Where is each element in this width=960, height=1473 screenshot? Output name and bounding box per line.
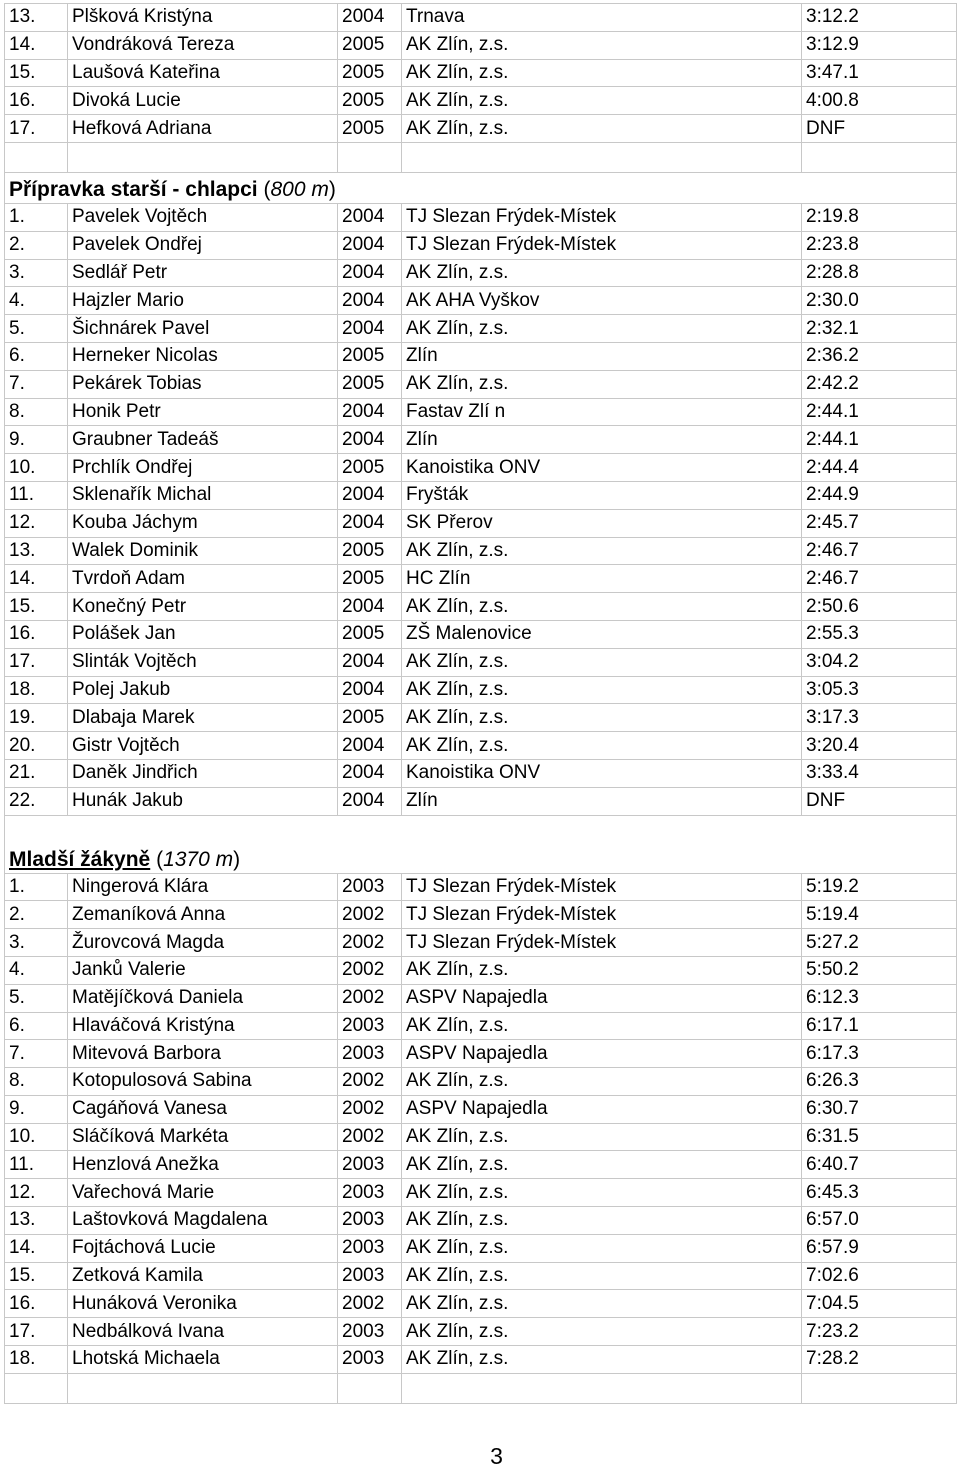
time-cell: 6:57.9 [802,1234,957,1262]
year-cell: 2005 [338,620,402,648]
result-row [5,370,957,398]
year-cell: 2003 [338,1179,402,1207]
time-cell: 2:19.8 [802,203,957,231]
club-cell: AK Zlín, z.s. [402,115,802,143]
time-cell: 2:44.1 [802,426,957,454]
result-row [5,956,957,984]
club-cell: Kanoistika ONV [402,759,802,787]
rank-cell: 14. [5,1234,68,1262]
rank-cell: 14. [5,31,68,59]
year-cell: 2004 [338,648,402,676]
club-cell: HC Zlín [402,565,802,593]
rank-cell: 22. [5,787,68,815]
empty-cell [802,142,957,172]
result-row [5,1095,957,1123]
section-heading [5,172,957,203]
name-cell: Tvrdoň Adam [68,565,338,593]
time-cell: 7:04.5 [802,1290,957,1318]
club-cell: AK Zlín, z.s. [402,704,802,732]
rank-cell: 20. [5,732,68,760]
time-cell: 5:50.2 [802,956,957,984]
rank-cell: 17. [5,115,68,143]
year-cell: 2003 [338,1207,402,1235]
result-row [5,1318,957,1346]
result-row [5,676,957,704]
year-cell: 2003 [338,1262,402,1290]
time-cell: 3:12.2 [802,4,957,32]
result-row [5,87,957,115]
name-cell: Žurovcová Magda [68,929,338,957]
club-cell: AK Zlín, z.s. [402,87,802,115]
section-distance: 800 m [270,177,329,201]
empty-cell [802,1373,957,1403]
result-row [5,203,957,231]
club-cell: AK Zlín, z.s. [402,676,802,704]
club-cell: AK Zlín, z.s. [402,956,802,984]
club-cell: ASPV Napajedla [402,1040,802,1068]
club-cell: AK Zlín, z.s. [402,259,802,287]
year-cell: 2004 [338,231,402,259]
rank-cell: 11. [5,1151,68,1179]
name-cell: Divoká Lucie [68,87,338,115]
result-row [5,342,957,370]
name-cell: Polášek Jan [68,620,338,648]
name-cell: Sklenařík Michal [68,481,338,509]
name-cell: Walek Dominik [68,537,338,565]
year-cell: 2005 [338,565,402,593]
club-cell: Fryšták [402,481,802,509]
rank-cell: 4. [5,287,68,315]
club-cell: AK Zlín, z.s. [402,1346,802,1374]
time-cell: 6:45.3 [802,1179,957,1207]
result-row [5,648,957,676]
rank-cell: 18. [5,676,68,704]
time-cell: 2:23.8 [802,231,957,259]
section-heading-row [5,815,957,873]
time-cell: 6:30.7 [802,1095,957,1123]
time-cell: 6:40.7 [802,1151,957,1179]
year-cell: 2002 [338,1123,402,1151]
result-row [5,704,957,732]
name-cell: Sedlář Petr [68,259,338,287]
time-cell: 3:20.4 [802,732,957,760]
name-cell: Hunák Jakub [68,787,338,815]
club-cell: AK Zlín, z.s. [402,1234,802,1262]
page-number: 3 [490,1443,503,1469]
club-cell: AK Zlín, z.s. [402,1123,802,1151]
time-cell: 2:44.4 [802,454,957,482]
year-cell: 2004 [338,259,402,287]
result-row [5,1040,957,1068]
name-cell: Honik Petr [68,398,338,426]
time-cell: 7:02.6 [802,1262,957,1290]
club-cell: AK Zlín, z.s. [402,732,802,760]
year-cell: 2004 [338,593,402,621]
time-cell: 7:28.2 [802,1346,957,1374]
result-row [5,537,957,565]
year-cell: 2002 [338,929,402,957]
result-row [5,1207,957,1235]
year-cell: 2003 [338,873,402,901]
name-cell: Kotopulosová Sabina [68,1068,338,1096]
name-cell: Nedbálková Ivana [68,1318,338,1346]
section-title: Mladší žákyně [9,847,151,871]
year-cell: 2005 [338,342,402,370]
rank-cell: 19. [5,704,68,732]
result-row [5,231,957,259]
rank-cell: 13. [5,1207,68,1235]
rank-cell: 9. [5,426,68,454]
result-row [5,1290,957,1318]
result-row [5,426,957,454]
section-title: Přípravka starší - chlapci [9,177,258,201]
time-cell: 6:12.3 [802,984,957,1012]
name-cell: Konečný Petr [68,593,338,621]
club-cell: TJ Slezan Frýdek-Místek [402,231,802,259]
result-row [5,259,957,287]
club-cell: AK Zlín, z.s. [402,370,802,398]
club-cell: AK Zlín, z.s. [402,31,802,59]
name-cell: Pavelek Ondřej [68,231,338,259]
name-cell: Mitevová Barbora [68,1040,338,1068]
time-cell: DNF [802,787,957,815]
name-cell: Matějíčková Daniela [68,984,338,1012]
result-row [5,565,957,593]
time-cell: 6:17.3 [802,1040,957,1068]
club-cell: Kanoistika ONV [402,454,802,482]
name-cell: Vondráková Tereza [68,31,338,59]
year-cell: 2004 [338,676,402,704]
year-cell: 2003 [338,1151,402,1179]
club-cell: AK Zlín, z.s. [402,59,802,87]
rank-cell: 1. [5,873,68,901]
result-row [5,1068,957,1096]
club-cell: AK Zlín, z.s. [402,1012,802,1040]
year-cell: 2002 [338,1068,402,1096]
name-cell: Šichnárek Pavel [68,315,338,343]
rank-cell: 12. [5,509,68,537]
time-cell: 7:23.2 [802,1318,957,1346]
result-row [5,759,957,787]
club-cell: SK Přerov [402,509,802,537]
result-row [5,787,957,815]
year-cell: 2002 [338,901,402,929]
club-cell: Fastav Zlí n [402,398,802,426]
year-cell: 2005 [338,454,402,482]
empty-cell [5,1373,68,1403]
name-cell: Henzlová Anežka [68,1151,338,1179]
rank-cell: 11. [5,481,68,509]
empty-cell [402,142,802,172]
spacer-row [5,142,957,172]
empty-cell [338,1373,402,1403]
result-row [5,1012,957,1040]
section-paren-open: ( [257,177,271,201]
rank-cell: 15. [5,593,68,621]
year-cell: 2004 [338,509,402,537]
year-cell: 2003 [338,1234,402,1262]
result-row [5,287,957,315]
section-heading-row [5,172,957,203]
time-cell: 2:32.1 [802,315,957,343]
result-row [5,873,957,901]
name-cell: Hlaváčová Kristýna [68,1012,338,1040]
club-cell: AK AHA Vyškov [402,287,802,315]
name-cell: Slinták Vojtěch [68,648,338,676]
rank-cell: 3. [5,259,68,287]
time-cell: 2:55.3 [802,620,957,648]
club-cell: AK Zlín, z.s. [402,1068,802,1096]
name-cell: Gistr Vojtěch [68,732,338,760]
rank-cell: 16. [5,87,68,115]
name-cell: Dlabaja Marek [68,704,338,732]
rank-cell: 16. [5,620,68,648]
section-heading [5,815,957,873]
rank-cell: 12. [5,1179,68,1207]
rank-cell: 18. [5,1346,68,1374]
result-row [5,1123,957,1151]
time-cell: 2:45.7 [802,509,957,537]
rank-cell: 9. [5,1095,68,1123]
empty-cell [402,1373,802,1403]
year-cell: 2002 [338,1290,402,1318]
club-cell: AK Zlín, z.s. [402,1318,802,1346]
club-cell: AK Zlín, z.s. [402,1262,802,1290]
section-distance: 1370 m [163,847,234,871]
time-cell: 2:36.2 [802,342,957,370]
rank-cell: 15. [5,59,68,87]
result-row [5,984,957,1012]
section-paren-close: ) [233,847,241,871]
time-cell: 3:47.1 [802,59,957,87]
year-cell: 2003 [338,1012,402,1040]
result-row [5,929,957,957]
time-cell: 2:44.1 [802,398,957,426]
club-cell: ASPV Napajedla [402,984,802,1012]
rank-cell: 5. [5,315,68,343]
club-cell: TJ Slezan Frýdek-Místek [402,901,802,929]
empty-cell [338,142,402,172]
year-cell: 2004 [338,787,402,815]
name-cell: Polej Jakub [68,676,338,704]
name-cell: Sláčíková Markéta [68,1123,338,1151]
year-cell: 2004 [338,426,402,454]
year-cell: 2005 [338,87,402,115]
result-row [5,1151,957,1179]
section-paren-close: ) [328,177,336,201]
result-row [5,509,957,537]
rank-cell: 13. [5,537,68,565]
rank-cell: 4. [5,956,68,984]
rank-cell: 17. [5,1318,68,1346]
results-table [4,3,957,1404]
year-cell: 2004 [338,398,402,426]
club-cell: AK Zlín, z.s. [402,1151,802,1179]
name-cell: Vařechová Marie [68,1179,338,1207]
time-cell: 2:46.7 [802,565,957,593]
rank-cell: 14. [5,565,68,593]
rank-cell: 10. [5,454,68,482]
rank-cell: 2. [5,231,68,259]
result-row [5,1179,957,1207]
name-cell: Kouba Jáchym [68,509,338,537]
time-cell: 6:57.0 [802,1207,957,1235]
result-row [5,1346,957,1374]
club-cell: AK Zlín, z.s. [402,1179,802,1207]
time-cell: DNF [802,115,957,143]
year-cell: 2005 [338,59,402,87]
result-row [5,59,957,87]
club-cell: AK Zlín, z.s. [402,1207,802,1235]
time-cell: 3:33.4 [802,759,957,787]
time-cell: 6:17.1 [802,1012,957,1040]
name-cell: Herneker Nicolas [68,342,338,370]
rank-cell: 7. [5,1040,68,1068]
rank-cell: 5. [5,984,68,1012]
time-cell: 6:31.5 [802,1123,957,1151]
year-cell: 2004 [338,203,402,231]
club-cell: AK Zlín, z.s. [402,315,802,343]
name-cell: Lhotská Michaela [68,1346,338,1374]
time-cell: 2:28.8 [802,259,957,287]
year-cell: 2004 [338,759,402,787]
result-row [5,732,957,760]
club-cell: Zlín [402,426,802,454]
club-cell: ASPV Napajedla [402,1095,802,1123]
club-cell: Trnava [402,4,802,32]
time-cell: 2:50.6 [802,593,957,621]
year-cell: 2002 [338,956,402,984]
year-cell: 2004 [338,732,402,760]
year-cell: 2005 [338,115,402,143]
time-cell: 2:44.9 [802,481,957,509]
name-cell: Hefková Adriana [68,115,338,143]
year-cell: 2004 [338,481,402,509]
section-paren-open: ( [150,847,164,871]
result-row [5,1262,957,1290]
year-cell: 2005 [338,704,402,732]
time-cell: 3:05.3 [802,676,957,704]
name-cell: Prchlík Ondřej [68,454,338,482]
time-cell: 2:46.7 [802,537,957,565]
club-cell: Zlín [402,787,802,815]
result-row [5,454,957,482]
results-table-body [5,4,957,1404]
club-cell: TJ Slezan Frýdek-Místek [402,929,802,957]
time-cell: 5:27.2 [802,929,957,957]
club-cell: TJ Slezan Frýdek-Místek [402,873,802,901]
time-cell: 2:30.0 [802,287,957,315]
name-cell: Hunáková Veronika [68,1290,338,1318]
rank-cell: 13. [5,4,68,32]
result-row [5,4,957,32]
rank-cell: 6. [5,1012,68,1040]
name-cell: Zemaníková Anna [68,901,338,929]
club-cell: ZŠ Malenovice [402,620,802,648]
name-cell: Graubner Tadeáš [68,426,338,454]
time-cell: 6:26.3 [802,1068,957,1096]
rank-cell: 8. [5,398,68,426]
name-cell: Pavelek Vojtěch [68,203,338,231]
year-cell: 2003 [338,1346,402,1374]
empty-cell [68,1373,338,1403]
time-cell: 5:19.2 [802,873,957,901]
year-cell: 2004 [338,287,402,315]
rank-cell: 15. [5,1262,68,1290]
club-cell: AK Zlín, z.s. [402,537,802,565]
rank-cell: 3. [5,929,68,957]
time-cell: 2:42.2 [802,370,957,398]
year-cell: 2002 [338,1095,402,1123]
club-cell: AK Zlín, z.s. [402,1290,802,1318]
result-row [5,1234,957,1262]
year-cell: 2003 [338,1318,402,1346]
year-cell: 2004 [338,4,402,32]
year-cell: 2002 [338,984,402,1012]
name-cell: Janků Valerie [68,956,338,984]
year-cell: 2005 [338,31,402,59]
time-cell: 3:17.3 [802,704,957,732]
result-row [5,31,957,59]
time-cell: 3:12.9 [802,31,957,59]
time-cell: 5:19.4 [802,901,957,929]
name-cell: Hajzler Mario [68,287,338,315]
rank-cell: 2. [5,901,68,929]
name-cell: Daněk Jindřich [68,759,338,787]
rank-cell: 1. [5,203,68,231]
result-row [5,481,957,509]
rank-cell: 6. [5,342,68,370]
name-cell: Plšková Kristýna [68,4,338,32]
rank-cell: 17. [5,648,68,676]
club-cell: AK Zlín, z.s. [402,593,802,621]
club-cell: AK Zlín, z.s. [402,648,802,676]
result-row [5,593,957,621]
year-cell: 2003 [338,1040,402,1068]
name-cell: Cagáňová Vanesa [68,1095,338,1123]
result-row [5,901,957,929]
rank-cell: 21. [5,759,68,787]
name-cell: Pekárek Tobias [68,370,338,398]
result-row [5,620,957,648]
result-row [5,115,957,143]
year-cell: 2004 [338,315,402,343]
empty-cell [5,142,68,172]
name-cell: Laštovková Magdalena [68,1207,338,1235]
name-cell: Fojtáchová Lucie [68,1234,338,1262]
result-row [5,315,957,343]
rank-cell: 10. [5,1123,68,1151]
time-cell: 3:04.2 [802,648,957,676]
year-cell: 2005 [338,370,402,398]
rank-cell: 8. [5,1068,68,1096]
rank-cell: 16. [5,1290,68,1318]
empty-cell [68,142,338,172]
result-row [5,398,957,426]
rank-cell: 7. [5,370,68,398]
spacer-row [5,1373,957,1403]
club-cell: TJ Slezan Frýdek-Místek [402,203,802,231]
name-cell: Zetková Kamila [68,1262,338,1290]
year-cell: 2005 [338,537,402,565]
time-cell: 4:00.8 [802,87,957,115]
club-cell: Zlín [402,342,802,370]
name-cell: Laušová Kateřina [68,59,338,87]
name-cell: Ningerová Klára [68,873,338,901]
